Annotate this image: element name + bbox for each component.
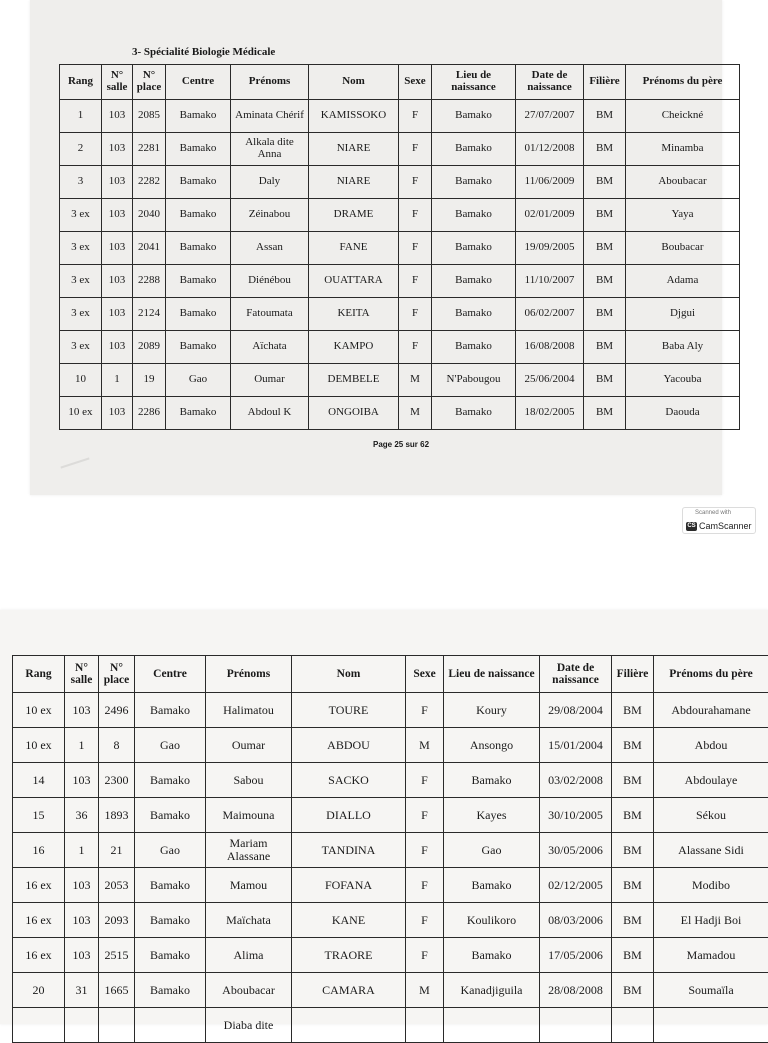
column-header: Sexe — [406, 656, 444, 693]
table-cell: 16 — [13, 833, 65, 868]
table-cell: 15 — [13, 798, 65, 833]
table-cell: 1 — [65, 728, 99, 763]
table-cell: Aminata Chérif — [231, 100, 309, 133]
table-cell: BM — [612, 763, 654, 798]
table-cell: 30/05/2006 — [540, 833, 612, 868]
table-cell: 103 — [102, 133, 133, 166]
page-footer: Page 25 sur 62 — [373, 440, 429, 449]
table-cell: Abdou — [654, 728, 768, 763]
table-cell: M — [406, 973, 444, 1008]
table-cell: BM — [584, 397, 626, 430]
table-cell: 08/03/2006 — [540, 903, 612, 938]
table-cell: Sabou — [206, 763, 292, 798]
table-cell — [654, 1008, 768, 1043]
table-row — [13, 1008, 768, 1043]
table-cell: 103 — [102, 397, 133, 430]
table-cell: DEMBELE — [309, 364, 399, 397]
table-cell: 20 — [13, 973, 65, 1008]
table-cell: N'Pabougou — [432, 364, 516, 397]
table-cell: Gao — [444, 833, 540, 868]
table-row — [60, 100, 740, 133]
table-cell: 103 — [102, 298, 133, 331]
table-cell: 17/05/2006 — [540, 938, 612, 973]
table-row — [60, 397, 740, 430]
table-cell: Fatoumata — [231, 298, 309, 331]
table-cell: 2041 — [133, 232, 166, 265]
table-cell: 3 — [60, 166, 102, 199]
column-header: Prénoms du père — [626, 65, 740, 100]
table-cell: KAMISSOKO — [309, 100, 399, 133]
table-cell: Alima — [206, 938, 292, 973]
table-cell: BM — [584, 331, 626, 364]
column-header: Lieu de naissance — [432, 65, 516, 100]
table-cell: 27/07/2007 — [516, 100, 584, 133]
table-cell: 103 — [65, 763, 99, 798]
table-cell: FANE — [309, 232, 399, 265]
table-cell: Daly — [231, 166, 309, 199]
table-row — [60, 298, 740, 331]
table-cell: Bamako — [166, 100, 231, 133]
table-cell: Boubacar — [626, 232, 740, 265]
table-row — [13, 763, 768, 798]
table-cell: Bamako — [432, 133, 516, 166]
table-cell: Bamako — [135, 868, 206, 903]
table-cell: 103 — [65, 868, 99, 903]
table-cell: 2288 — [133, 265, 166, 298]
table-cell: El Hadji Boi — [654, 903, 768, 938]
table-cell: BM — [584, 100, 626, 133]
table-row — [13, 973, 768, 1008]
table-cell: Koulikoro — [444, 903, 540, 938]
table-cell: Bamako — [432, 232, 516, 265]
column-header: N° place — [99, 656, 135, 693]
table-cell: Bamako — [135, 973, 206, 1008]
table-row — [13, 938, 768, 973]
table-cell: Abdoulaye — [654, 763, 768, 798]
table-cell: TOURE — [292, 693, 406, 728]
table-cell: 10 — [60, 364, 102, 397]
table-cell: NIARE — [309, 133, 399, 166]
table-cell: Aïchata — [231, 331, 309, 364]
column-header: Rang — [60, 65, 102, 100]
column-header: Prénoms — [206, 656, 292, 693]
table-cell: Bamako — [166, 265, 231, 298]
table-cell: F — [406, 903, 444, 938]
column-header: N° salle — [102, 65, 133, 100]
table-cell: 3 ex — [60, 298, 102, 331]
section-heading: 3- Spécialité Biologie Médicale — [132, 46, 275, 58]
table-cell: DIALLO — [292, 798, 406, 833]
table-row — [60, 166, 740, 199]
column-header: Nom — [309, 65, 399, 100]
table-cell: 29/08/2004 — [540, 693, 612, 728]
table-cell: 16/08/2008 — [516, 331, 584, 364]
column-header: N° salle — [65, 656, 99, 693]
table-cell: Bamako — [135, 798, 206, 833]
table-cell: 1665 — [99, 973, 135, 1008]
column-header: Prénoms du père — [654, 656, 768, 693]
table-cell: F — [399, 100, 432, 133]
table-cell: F — [406, 868, 444, 903]
table-cell: M — [399, 397, 432, 430]
table-cell: 19 — [133, 364, 166, 397]
table-cell: Bamako — [444, 938, 540, 973]
table-cell: Baba Aly — [626, 331, 740, 364]
table-cell: Bamako — [444, 868, 540, 903]
table-cell: 36 — [65, 798, 99, 833]
table-cell — [65, 1008, 99, 1043]
table-cell: 19/09/2005 — [516, 232, 584, 265]
table-cell: Gao — [135, 833, 206, 868]
column-header: Centre — [166, 65, 231, 100]
table-cell: 3 ex — [60, 331, 102, 364]
column-header: Filière — [612, 656, 654, 693]
table-cell: TRAORE — [292, 938, 406, 973]
table-cell: Bamako — [135, 693, 206, 728]
table-cell: 2 — [60, 133, 102, 166]
table-cell: Yacouba — [626, 364, 740, 397]
table-cell: 3 ex — [60, 199, 102, 232]
table-cell: 2282 — [133, 166, 166, 199]
table-cell: F — [406, 693, 444, 728]
column-header: Date de naissance — [540, 656, 612, 693]
table-cell: BM — [612, 903, 654, 938]
table-cell: 31 — [65, 973, 99, 1008]
table-cell: BM — [584, 199, 626, 232]
table-cell: Bamako — [432, 100, 516, 133]
table-cell: Maïchata — [206, 903, 292, 938]
table-cell: 30/10/2005 — [540, 798, 612, 833]
table-cell — [612, 1008, 654, 1043]
column-header: Lieu de naissance — [444, 656, 540, 693]
table-cell: Gao — [166, 364, 231, 397]
table-cell: 2300 — [99, 763, 135, 798]
table-cell: BM — [612, 973, 654, 1008]
table-cell: Diaba dite — [206, 1008, 292, 1043]
table-cell: BM — [612, 728, 654, 763]
table-cell: 103 — [102, 232, 133, 265]
table-row — [13, 728, 768, 763]
table-cell: Bamako — [432, 397, 516, 430]
column-header: Prénoms — [231, 65, 309, 100]
table-cell: Bamako — [432, 166, 516, 199]
column-header: Date de naissance — [516, 65, 584, 100]
table-cell: Soumaïla — [654, 973, 768, 1008]
table-cell: 1893 — [99, 798, 135, 833]
table-cell: Bamako — [432, 298, 516, 331]
table-cell: 2515 — [99, 938, 135, 973]
table-cell: 103 — [65, 693, 99, 728]
table-row — [60, 265, 740, 298]
table-cell: SACKO — [292, 763, 406, 798]
table-cell — [292, 1008, 406, 1043]
table-cell: M — [399, 364, 432, 397]
column-header: N° place — [133, 65, 166, 100]
table-cell: F — [406, 763, 444, 798]
table-cell: Bamako — [432, 265, 516, 298]
table-cell: BM — [584, 265, 626, 298]
table-cell: F — [406, 938, 444, 973]
table-cell: Oumar — [206, 728, 292, 763]
table-cell — [135, 1008, 206, 1043]
column-header: Nom — [292, 656, 406, 693]
table-cell: F — [399, 265, 432, 298]
table-cell: Bamako — [166, 133, 231, 166]
table-cell: Modibo — [654, 868, 768, 903]
table-cell: 2093 — [99, 903, 135, 938]
table-cell — [406, 1008, 444, 1043]
table-cell: F — [399, 232, 432, 265]
camscanner-badge — [682, 507, 756, 534]
table-cell: 103 — [102, 100, 133, 133]
table-cell: 11/06/2009 — [516, 166, 584, 199]
table-cell: Bamako — [166, 199, 231, 232]
table-cell: 2281 — [133, 133, 166, 166]
table-cell: Bamako — [135, 938, 206, 973]
table-cell: Daouda — [626, 397, 740, 430]
table-cell: F — [399, 331, 432, 364]
table-cell: 01/12/2008 — [516, 133, 584, 166]
table-cell: 103 — [65, 938, 99, 973]
table-cell: Bamako — [166, 166, 231, 199]
table-cell: 16 ex — [13, 903, 65, 938]
table-cell: 25/06/2004 — [516, 364, 584, 397]
table-cell: BM — [584, 133, 626, 166]
table-cell: 1 — [65, 833, 99, 868]
table-cell: 2040 — [133, 199, 166, 232]
table-cell: BM — [612, 798, 654, 833]
table-row — [13, 798, 768, 833]
table-cell: OUATTARA — [309, 265, 399, 298]
table-cell: Assan — [231, 232, 309, 265]
table-cell: Halimatou — [206, 693, 292, 728]
table-cell: 103 — [102, 331, 133, 364]
table-cell: F — [399, 298, 432, 331]
table-cell — [13, 1008, 65, 1043]
table-cell: 1 — [102, 364, 133, 397]
table-cell: Bamako — [166, 331, 231, 364]
table-cell: 2089 — [133, 331, 166, 364]
table-cell: 15/01/2004 — [540, 728, 612, 763]
column-header: Sexe — [399, 65, 432, 100]
table-cell: 06/02/2007 — [516, 298, 584, 331]
table-cell: BM — [584, 166, 626, 199]
table-cell: Alkala dite Anna — [231, 133, 309, 166]
table-cell: BM — [612, 938, 654, 973]
table-cell: F — [399, 133, 432, 166]
table-cell: CAMARA — [292, 973, 406, 1008]
table-cell: Adama — [626, 265, 740, 298]
table-cell: ABDOU — [292, 728, 406, 763]
table-cell: Yaya — [626, 199, 740, 232]
table-cell: 14 — [13, 763, 65, 798]
table-row — [13, 693, 768, 728]
table-cell: 21 — [99, 833, 135, 868]
table-cell: 2085 — [133, 100, 166, 133]
table-cell: 03/02/2008 — [540, 763, 612, 798]
table-cell: F — [399, 166, 432, 199]
table-cell: F — [406, 798, 444, 833]
table-cell: Cheickné — [626, 100, 740, 133]
table-header-row — [60, 65, 740, 100]
table-cell: KEITA — [309, 298, 399, 331]
results-table-page-2 — [12, 655, 768, 1043]
table-cell: TANDINA — [292, 833, 406, 868]
table-cell: Bamako — [432, 331, 516, 364]
table-row — [13, 833, 768, 868]
table-cell: Mariam Alassane — [206, 833, 292, 868]
table-cell: Bamako — [135, 763, 206, 798]
table-cell: 10 ex — [13, 728, 65, 763]
table-cell: Mamadou — [654, 938, 768, 973]
table-header-row — [13, 656, 768, 693]
table-cell: 10 ex — [60, 397, 102, 430]
table-cell: 2286 — [133, 397, 166, 430]
badge-name: CamScanner — [699, 521, 752, 531]
table-cell: KAMPO — [309, 331, 399, 364]
table-cell: FOFANA — [292, 868, 406, 903]
table-cell: Koury — [444, 693, 540, 728]
table-cell: 1 — [60, 100, 102, 133]
table-cell: 3 ex — [60, 232, 102, 265]
table-cell: KANE — [292, 903, 406, 938]
table-cell: Zéinabou — [231, 199, 309, 232]
table-cell: Maimouna — [206, 798, 292, 833]
table-cell: Oumar — [231, 364, 309, 397]
table-cell — [444, 1008, 540, 1043]
table-row — [60, 232, 740, 265]
table-row — [60, 364, 740, 397]
table-cell: Bamako — [432, 199, 516, 232]
column-header: Centre — [135, 656, 206, 693]
table-cell: 2124 — [133, 298, 166, 331]
table-row — [60, 133, 740, 166]
table-cell: Gao — [135, 728, 206, 763]
results-table-page-1 — [59, 64, 740, 430]
table-cell — [99, 1008, 135, 1043]
table-cell: 3 ex — [60, 265, 102, 298]
table-cell: M — [406, 728, 444, 763]
table-cell: DRAME — [309, 199, 399, 232]
table-row — [60, 331, 740, 364]
table-cell: NIARE — [309, 166, 399, 199]
table-cell: 02/12/2005 — [540, 868, 612, 903]
table-cell: 11/10/2007 — [516, 265, 584, 298]
table-cell: Abdourahamane — [654, 693, 768, 728]
table-cell: 2053 — [99, 868, 135, 903]
table-cell: Bamako — [444, 763, 540, 798]
table-cell: Djgui — [626, 298, 740, 331]
table-cell: BM — [584, 364, 626, 397]
table-cell: Bamako — [166, 298, 231, 331]
table-cell: Kanadjiguila — [444, 973, 540, 1008]
table-cell: Sékou — [654, 798, 768, 833]
table-cell: BM — [584, 298, 626, 331]
table-cell: 103 — [65, 903, 99, 938]
table-cell: 02/01/2009 — [516, 199, 584, 232]
table-cell: BM — [584, 232, 626, 265]
table-cell: Mamou — [206, 868, 292, 903]
table-cell: Aboubacar — [626, 166, 740, 199]
table-row — [13, 868, 768, 903]
table-cell: 103 — [102, 265, 133, 298]
table-cell: 16 ex — [13, 868, 65, 903]
table-cell: Abdoul K — [231, 397, 309, 430]
table-cell: Bamako — [166, 397, 231, 430]
table-cell: Alassane Sidi — [654, 833, 768, 868]
table-cell: ONGOIBA — [309, 397, 399, 430]
camscanner-logo-icon: CS — [686, 522, 697, 531]
table-cell: Bamako — [135, 903, 206, 938]
table-cell: 2496 — [99, 693, 135, 728]
table-cell: 28/08/2008 — [540, 973, 612, 1008]
table-row — [60, 199, 740, 232]
table-cell: 103 — [102, 199, 133, 232]
table-cell: BM — [612, 868, 654, 903]
table-cell: 18/02/2005 — [516, 397, 584, 430]
table-cell: Kayes — [444, 798, 540, 833]
column-header: Filière — [584, 65, 626, 100]
table-cell: Aboubacar — [206, 973, 292, 1008]
table-cell: 8 — [99, 728, 135, 763]
table-cell: BM — [612, 833, 654, 868]
table-row — [13, 903, 768, 938]
table-cell: F — [406, 833, 444, 868]
table-cell — [540, 1008, 612, 1043]
table-cell: Minamba — [626, 133, 740, 166]
table-cell: 10 ex — [13, 693, 65, 728]
table-cell: 103 — [102, 166, 133, 199]
table-cell: BM — [612, 693, 654, 728]
table-cell: 16 ex — [13, 938, 65, 973]
column-header: Rang — [13, 656, 65, 693]
table-cell: Diénébou — [231, 265, 309, 298]
table-cell: Bamako — [166, 232, 231, 265]
badge-top-text: Scanned with — [695, 510, 731, 516]
table-cell: Ansongo — [444, 728, 540, 763]
table-cell: F — [399, 199, 432, 232]
